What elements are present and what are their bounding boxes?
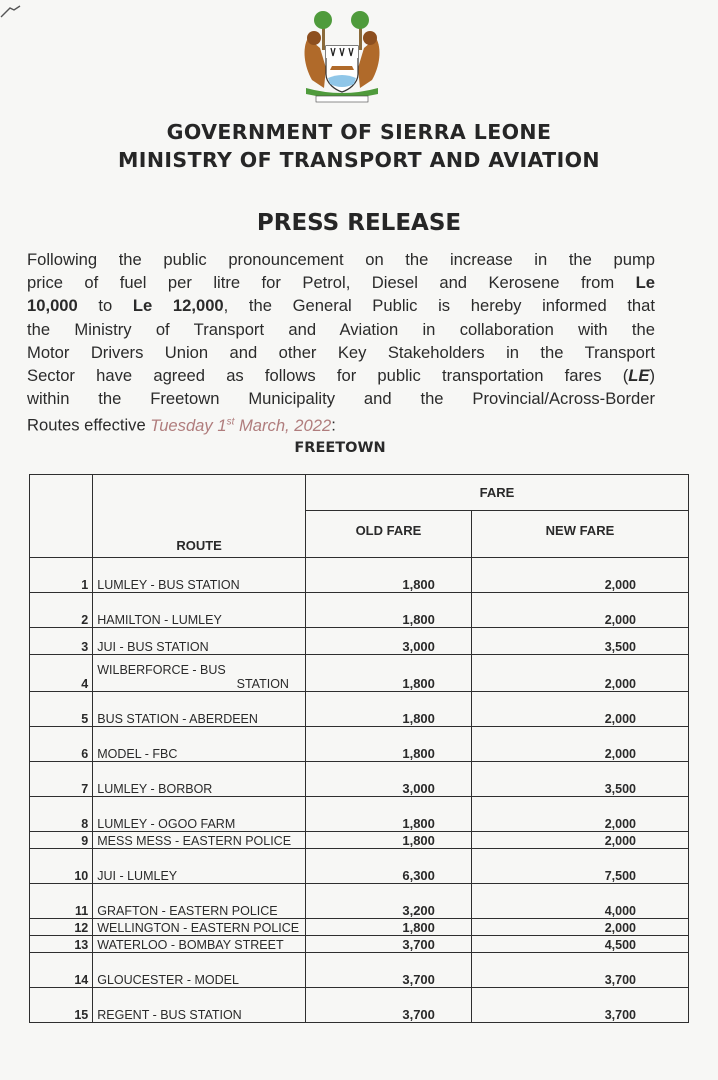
body-text-run: within the Freetown Municipality and the Provincial/Across-Border — [27, 389, 655, 409]
route-name — [93, 558, 306, 593]
government-heading: GOVERNMENT OF SIERRA LEONE — [166, 120, 552, 144]
header-route: ROUTE — [93, 475, 306, 558]
row-number: 7 — [30, 762, 93, 797]
body-line — [27, 387, 655, 410]
body-text-run: to — [77, 296, 133, 316]
route-name — [93, 628, 306, 655]
row-number: 8 — [30, 797, 93, 832]
new-fare-value: 2,000 — [471, 727, 688, 762]
route-text-line2: STATION — [236, 677, 289, 691]
header-old-fare: OLD FARE — [305, 511, 471, 558]
new-fare-value: 3,500 — [471, 628, 688, 655]
header-fare-group: FARE — [305, 475, 688, 511]
row-number: 13 — [30, 936, 93, 953]
body-line — [27, 248, 655, 271]
table-row — [30, 692, 689, 727]
row-number: 14 — [30, 953, 93, 988]
row-number: 5 — [30, 692, 93, 727]
table-row — [30, 628, 689, 655]
route-text: HAMILTON - LUMLEY — [97, 613, 222, 627]
table-row — [30, 884, 689, 919]
body-text-run: ) — [649, 366, 655, 386]
body-line — [27, 318, 655, 341]
old-fare-value: 1,800 — [305, 655, 471, 692]
table-row — [30, 919, 689, 936]
table-row — [30, 558, 689, 593]
old-fare-value: 3,200 — [305, 884, 471, 919]
table-row — [30, 953, 689, 988]
body-bold-text: Le 12,000 — [132, 296, 224, 316]
table-row — [30, 655, 689, 692]
body-line — [27, 341, 655, 364]
new-fare-value: 4,500 — [471, 936, 688, 953]
body-text-run: the Ministry of Transport and Aviation in collaboration with the — [27, 319, 655, 339]
old-fare-value: 1,800 — [305, 919, 471, 936]
body-text-run: price of fuel per litre for Petrol, Diesel and Kerosene from — [27, 273, 636, 293]
pen-mark — [0, 4, 24, 18]
coat-of-arms-icon — [296, 8, 388, 104]
press-release-title: PRESS RELEASE — [256, 210, 462, 236]
body-text-run: Following the public pronouncement on the increase in the pump — [27, 250, 655, 269]
new-fare-value: 2,000 — [471, 919, 688, 936]
effective-date-day: Tuesday 1 — [150, 415, 227, 435]
old-fare-value: 3,700 — [305, 988, 471, 1023]
route-name — [93, 953, 306, 988]
route-name — [93, 988, 306, 1023]
table-row — [30, 988, 689, 1023]
old-fare-value: 1,800 — [305, 692, 471, 727]
route-text: MODEL - FBC — [97, 747, 178, 761]
new-fare-value: 3,700 — [471, 953, 688, 988]
route-text: LUMLEY - BUS STATION — [97, 578, 240, 592]
route-name — [93, 919, 306, 936]
fare-table-body — [30, 558, 689, 1023]
effective-date-sup: st — [226, 416, 235, 428]
row-number: 15 — [30, 988, 93, 1023]
route-text: GLOUCESTER - MODEL — [97, 973, 239, 987]
table-row — [30, 936, 689, 953]
route-name — [93, 797, 306, 832]
row-number: 4 — [30, 655, 93, 692]
route-name — [93, 884, 306, 919]
body-text-run: , the General Public is hereby informed that — [223, 296, 656, 316]
table-row — [30, 849, 689, 884]
route-name — [93, 692, 306, 727]
new-fare-value: 2,000 — [471, 593, 688, 628]
route-text: JUI - LUMLEY — [97, 869, 178, 883]
route-name — [93, 832, 306, 849]
row-number: 11 — [30, 884, 93, 919]
effective-suffix: : — [331, 415, 336, 435]
old-fare-value: 3,000 — [305, 628, 471, 655]
old-fare-value: 3,700 — [305, 953, 471, 988]
fare-table — [29, 474, 689, 1023]
route-text: BUS STATION - ABERDEEN — [97, 712, 258, 726]
table-row — [30, 593, 689, 628]
row-number: 6 — [30, 727, 93, 762]
row-number: 9 — [30, 832, 93, 849]
route-name — [93, 762, 306, 797]
route-name — [93, 655, 306, 692]
row-number: 10 — [30, 849, 93, 884]
body-line — [27, 294, 655, 317]
new-fare-value: 2,000 — [471, 692, 688, 727]
route-name — [93, 727, 306, 762]
table-row — [30, 762, 689, 797]
new-fare-value: 2,000 — [471, 558, 688, 593]
body-text-run: Motor Drivers Union and other Key Stakeholders in the Transport — [27, 342, 655, 362]
new-fare-value: 2,000 — [471, 797, 688, 832]
ministry-heading: MINISTRY OF TRANSPORT AND AVIATION — [118, 148, 600, 172]
body-line — [27, 271, 655, 294]
effective-date-rest: March, 2022 — [234, 415, 332, 435]
route-text: JUI - BUS STATION — [97, 640, 209, 654]
new-fare-value: 3,500 — [471, 762, 688, 797]
new-fare-value: 3,700 — [471, 988, 688, 1023]
old-fare-value: 1,800 — [305, 832, 471, 849]
old-fare-value: 3,700 — [305, 936, 471, 953]
route-text: WILBERFORCE - BUS — [97, 663, 226, 677]
old-fare-value: 1,800 — [305, 558, 471, 593]
new-fare-value: 7,500 — [471, 849, 688, 884]
table-row — [30, 797, 689, 832]
body-text-run: Sector have agreed as follows for public transportation fares ( — [27, 366, 629, 386]
route-text: REGENT - BUS STATION — [97, 1008, 242, 1022]
body-bold-text: Le — [635, 273, 655, 293]
old-fare-value: 1,800 — [305, 797, 471, 832]
old-fare-value: 3,000 — [305, 762, 471, 797]
new-fare-value: 2,000 — [471, 832, 688, 849]
old-fare-value: 6,300 — [305, 849, 471, 884]
route-text: MESS MESS - EASTERN POLICE — [97, 834, 292, 848]
new-fare-value: 2,000 — [471, 655, 688, 692]
table-row — [30, 832, 689, 849]
route-text: LUMLEY - BORBOR — [97, 782, 213, 796]
route-text: WELLINGTON - EASTERN POLICE — [97, 921, 300, 935]
header-new-fare: NEW FARE — [471, 511, 688, 558]
table-row — [30, 727, 689, 762]
body-line — [27, 364, 655, 387]
route-text: WATERLOO - BOMBAY STREET — [97, 938, 284, 952]
header-number-cell — [30, 475, 93, 558]
press-release-body — [27, 248, 655, 437]
route-name — [93, 849, 306, 884]
route-name — [93, 936, 306, 953]
route-text: LUMLEY - OGOO FARM — [97, 817, 236, 831]
route-text: GRAFTON - EASTERN POLICE — [97, 904, 278, 918]
row-number: 12 — [30, 919, 93, 936]
new-fare-value: 4,000 — [471, 884, 688, 919]
old-fare-value: 1,800 — [305, 593, 471, 628]
row-number: 2 — [30, 593, 93, 628]
body-last-line — [27, 410, 655, 437]
body-bold-text: LE — [628, 366, 650, 386]
section-title-freetown: FREETOWN — [294, 440, 386, 456]
route-name — [93, 593, 306, 628]
effective-prefix: Routes effective — [27, 415, 151, 435]
body-bold-text: 10,000 — [27, 296, 78, 316]
effective-date — [150, 416, 331, 435]
old-fare-value: 1,800 — [305, 727, 471, 762]
row-number: 1 — [30, 558, 93, 593]
row-number: 3 — [30, 628, 93, 655]
